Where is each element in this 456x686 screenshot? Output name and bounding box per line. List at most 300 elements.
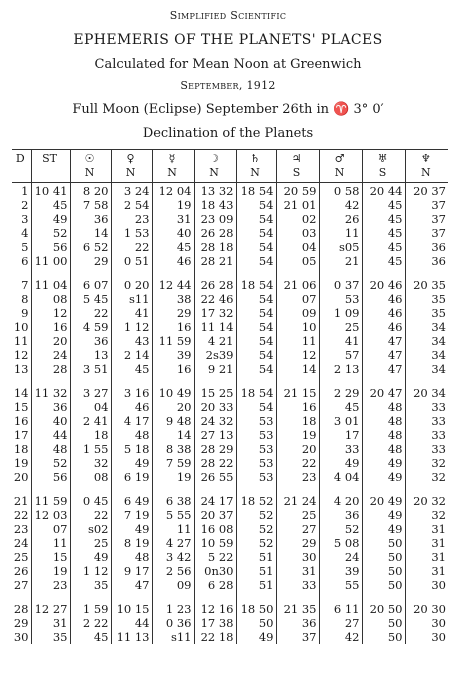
declination-cell: 24 32 — [194, 414, 236, 428]
table-row — [12, 442, 448, 456]
separator-cell — [194, 376, 236, 385]
separator-cell — [70, 484, 111, 493]
separator-cell — [405, 268, 448, 277]
declination-cell: 33 — [405, 428, 448, 442]
day-cell: 27 — [13, 578, 29, 592]
declination-cell: 4 04 — [319, 470, 362, 484]
declination-cell: 56 — [31, 470, 70, 484]
declination-cell: 13 — [70, 348, 111, 362]
declination-cell: 29 — [152, 306, 194, 320]
declination-cell: 6 11 — [319, 601, 362, 616]
declination-cell: 45 — [152, 240, 194, 254]
declination-cell: 8 19 — [111, 536, 152, 550]
declination-cell: 8 38 — [152, 442, 194, 456]
declination-cell: 34 — [405, 348, 448, 362]
separator-cell — [319, 376, 362, 385]
declination-cell: 07 — [276, 292, 319, 306]
declination-cell: 11 04 — [31, 277, 70, 292]
declination-cell: 6 19 — [111, 470, 152, 484]
declination-cell: 45 — [362, 240, 405, 254]
table-row — [12, 550, 448, 564]
day-cell: 23 — [13, 522, 29, 536]
declination-cell: 52 — [31, 226, 70, 240]
declination-cell: 6 28 — [194, 578, 236, 592]
declination-cell: 17 — [319, 428, 362, 442]
column-symbol: ☽ — [194, 150, 236, 167]
separator-cell — [362, 484, 405, 493]
separator-cell — [31, 484, 70, 493]
declination-cell: 24 17 — [194, 493, 236, 508]
declination-cell: 29 — [276, 536, 319, 550]
declination-cell: 15 25 — [194, 385, 236, 400]
declination-cell: 53 — [236, 442, 276, 456]
day-cell: 11 — [13, 334, 29, 348]
day-cell: 1 — [21, 184, 29, 198]
declination-cell: 3 24 — [111, 183, 152, 199]
declination-cell: 47 — [362, 334, 405, 348]
declination-cell: 54 — [236, 306, 276, 320]
separator-cell — [70, 268, 111, 277]
declination-cell: 31 — [405, 564, 448, 578]
day-cell: 3 — [21, 212, 29, 226]
declination-cell: 2 56 — [152, 564, 194, 578]
day-cell: 4 — [21, 226, 29, 240]
day-cell: 21 — [13, 494, 29, 508]
declination-cell: 12 04 — [152, 183, 194, 199]
table-row — [12, 198, 448, 212]
declination-cell: 5 22 — [194, 550, 236, 564]
declination-cell: s02 — [70, 522, 111, 536]
declination-cell: 51 — [236, 550, 276, 564]
declination-cell: 53 — [236, 414, 276, 428]
declination-cell: 28 29 — [194, 442, 236, 456]
day-cell: 9 — [21, 306, 29, 320]
declination-cell: 54 — [236, 362, 276, 376]
declination-cell: 19 — [276, 428, 319, 442]
day-cell: 20 — [13, 470, 29, 484]
series-title: Simplified Scientific — [169, 9, 287, 22]
column-hemisphere: N — [405, 166, 448, 183]
declination-cell: 11 — [319, 226, 362, 240]
declination-cell: 08 — [70, 470, 111, 484]
declination-cell: 47 — [111, 578, 152, 592]
declination-cell: 10 41 — [31, 183, 70, 199]
declination-cell: 10 59 — [194, 536, 236, 550]
declination-cell: 46 — [362, 292, 405, 306]
declination-cell: 04 — [276, 240, 319, 254]
table-row — [12, 601, 448, 616]
declination-cell: 2 22 — [70, 616, 111, 630]
separator-cell — [319, 592, 362, 601]
declination-cell: 7 59 — [152, 456, 194, 470]
table-body — [12, 183, 448, 645]
declination-cell: 52 — [236, 536, 276, 550]
declination-cell: 20 47 — [362, 385, 405, 400]
declination-cell: 22 — [276, 456, 319, 470]
declination-cell: 11 14 — [194, 320, 236, 334]
declination-cell: 36 — [70, 334, 111, 348]
declination-cell: 55 — [319, 578, 362, 592]
column-hemisphere: N — [319, 166, 362, 183]
declination-cell: 48 — [111, 428, 152, 442]
declination-cell: 20 49 — [362, 493, 405, 508]
declination-cell: 45 — [362, 226, 405, 240]
declination-cell: 50 — [362, 630, 405, 644]
declination-cell: 50 — [362, 564, 405, 578]
day-cell: 6 — [21, 254, 29, 268]
day-cell: 22 — [13, 508, 29, 522]
declination-cell: 21 15 — [276, 385, 319, 400]
declination-cell: 35 — [405, 292, 448, 306]
declination-cell: 54 — [236, 198, 276, 212]
table-row — [12, 254, 448, 268]
declination-cell: 47 — [362, 348, 405, 362]
declination-cell: 38 — [152, 292, 194, 306]
declination-cell: 16 — [276, 400, 319, 414]
declination-cell: 33 — [405, 442, 448, 456]
day-cell: 18 — [13, 442, 29, 456]
week-separator — [12, 592, 448, 601]
declination-cell: 20 44 — [362, 183, 405, 199]
table-row — [12, 362, 448, 376]
declination-cell: 31 — [405, 536, 448, 550]
declination-cell: 10 15 — [111, 601, 152, 616]
declination-cell: 0 36 — [152, 616, 194, 630]
declination-cell: 4 20 — [319, 493, 362, 508]
declination-cell: 49 — [362, 522, 405, 536]
table-row — [12, 508, 448, 522]
separator-cell — [12, 484, 31, 493]
declination-cell: 0 51 — [111, 254, 152, 268]
declination-cell: 17 38 — [194, 616, 236, 630]
declination-cell: 20 37 — [194, 508, 236, 522]
declination-cell: 20 59 — [276, 183, 319, 199]
table-row — [12, 212, 448, 226]
table-row — [12, 630, 448, 644]
declination-cell: 49 — [31, 212, 70, 226]
table-row — [12, 536, 448, 550]
separator-cell — [31, 592, 70, 601]
declination-cell: 22 18 — [194, 630, 236, 644]
declination-cell: 23 — [31, 578, 70, 592]
declination-heading: Declination of the Planets — [142, 126, 314, 141]
declination-cell: 20 — [31, 334, 70, 348]
column-hemisphere: N — [236, 166, 276, 183]
table-row — [12, 348, 448, 362]
table-row — [12, 456, 448, 470]
week-separator — [12, 376, 448, 385]
declination-cell: 45 — [31, 198, 70, 212]
declination-cell: 49 — [70, 550, 111, 564]
declination-cell: 41 — [111, 306, 152, 320]
declination-cell: 24 — [31, 348, 70, 362]
declination-cell: s05 — [319, 240, 362, 254]
declination-cell: 23 — [276, 470, 319, 484]
table-row — [12, 306, 448, 320]
declination-cell: 0 45 — [70, 493, 111, 508]
day-cell: 19 — [13, 456, 29, 470]
declination-cell: 53 — [236, 470, 276, 484]
declination-cell: 5 08 — [319, 536, 362, 550]
declination-cell: 4 59 — [70, 320, 111, 334]
declination-cell: 26 28 — [194, 277, 236, 292]
declination-cell: 22 — [111, 240, 152, 254]
declination-cell: 11 00 — [31, 254, 70, 268]
table-row — [12, 320, 448, 334]
declination-cell: 1 12 — [70, 564, 111, 578]
declination-cell: 18 — [276, 414, 319, 428]
declination-cell: 19 — [152, 470, 194, 484]
declination-cell: 3 16 — [111, 385, 152, 400]
separator-cell — [276, 484, 319, 493]
day-cell: 5 — [21, 240, 29, 254]
declination-cell: 23 09 — [194, 212, 236, 226]
declination-cell: 10 49 — [152, 385, 194, 400]
declination-cell: 12 16 — [194, 601, 236, 616]
declination-cell: 49 — [236, 630, 276, 644]
declination-cell: 20 34 — [405, 385, 448, 400]
declination-cell: 19 — [152, 198, 194, 212]
declination-cell: 28 18 — [194, 240, 236, 254]
declination-cell: 22 46 — [194, 292, 236, 306]
declination-cell: 50 — [362, 578, 405, 592]
separator-cell — [405, 376, 448, 385]
declination-cell: 14 — [152, 428, 194, 442]
declination-cell: 54 — [236, 348, 276, 362]
declination-cell: 20 46 — [362, 277, 405, 292]
declination-cell: 48 — [362, 414, 405, 428]
declination-cell: 54 — [236, 400, 276, 414]
table-row — [12, 578, 448, 592]
day-cell: 8 — [21, 292, 29, 306]
column-hemisphere: N — [194, 166, 236, 183]
table-row — [12, 414, 448, 428]
declination-cell: 16 08 — [194, 522, 236, 536]
declination-cell: 20 30 — [405, 601, 448, 616]
declination-cell: 6 38 — [152, 493, 194, 508]
declination-cell: 44 — [111, 616, 152, 630]
declination-cell: 35 — [70, 578, 111, 592]
declination-cell: 37 — [405, 226, 448, 240]
declination-cell: 45 — [111, 362, 152, 376]
column-symbol: ☿ — [152, 150, 194, 167]
declination-cell: 26 55 — [194, 470, 236, 484]
separator-cell — [276, 592, 319, 601]
declination-cell: 35 — [31, 630, 70, 644]
declination-cell: 53 — [236, 428, 276, 442]
table-row — [12, 334, 448, 348]
day-cell: 10 — [13, 320, 29, 334]
declination-cell: 30 — [405, 630, 448, 644]
declination-cell: 7 58 — [70, 198, 111, 212]
day-cell: 26 — [13, 564, 29, 578]
declination-cell: 02 — [276, 212, 319, 226]
declination-cell: 36 — [31, 400, 70, 414]
declination-cell: 50 — [362, 550, 405, 564]
declination-cell: 16 — [152, 320, 194, 334]
declination-cell: 56 — [31, 240, 70, 254]
separator-cell — [236, 484, 276, 493]
day-cell: 30 — [13, 630, 29, 644]
separator-cell — [194, 592, 236, 601]
declination-cell: 30 — [276, 550, 319, 564]
declination-cell: s11 — [111, 292, 152, 306]
day-cell: 24 — [13, 536, 29, 550]
declination-cell: 14 — [276, 362, 319, 376]
separator-cell — [405, 484, 448, 493]
declination-cell: 3 42 — [152, 550, 194, 564]
declination-cell: 30 — [405, 578, 448, 592]
declination-cell: 46 — [362, 320, 405, 334]
declination-cell: 20 32 — [405, 493, 448, 508]
declination-cell: 43 — [111, 334, 152, 348]
separator-cell — [111, 484, 152, 493]
declination-cell: 18 54 — [236, 277, 276, 292]
column-symbol: D — [12, 150, 31, 167]
declination-cell: 11 32 — [31, 385, 70, 400]
separator-cell — [362, 268, 405, 277]
separator-cell — [194, 484, 236, 493]
declination-cell: 15 — [31, 550, 70, 564]
planet-symbol-row — [12, 150, 448, 167]
declination-cell: 35 — [405, 306, 448, 320]
declination-cell: 26 — [319, 212, 362, 226]
declination-cell: 53 — [319, 292, 362, 306]
column-symbol: ST — [31, 150, 70, 167]
declination-cell: 1 09 — [319, 306, 362, 320]
declination-cell: 9 48 — [152, 414, 194, 428]
separator-cell — [236, 376, 276, 385]
table-row — [12, 400, 448, 414]
declination-cell: 50 — [236, 616, 276, 630]
declination-cell: 21 06 — [276, 277, 319, 292]
declination-cell: 09 — [152, 578, 194, 592]
declination-cell: 08 — [31, 292, 70, 306]
declination-cell: 09 — [276, 306, 319, 320]
declination-table — [12, 149, 448, 644]
declination-cell: s11 — [152, 630, 194, 644]
declination-cell: 54 — [236, 320, 276, 334]
declination-cell: 0 37 — [319, 277, 362, 292]
declination-cell: 39 — [152, 348, 194, 362]
declination-cell: 31 — [31, 616, 70, 630]
declination-cell: 19 — [31, 564, 70, 578]
declination-cell: 32 — [405, 470, 448, 484]
declination-cell: 27 — [276, 522, 319, 536]
separator-cell — [319, 484, 362, 493]
declination-cell: 28 22 — [194, 456, 236, 470]
declination-cell: 12 — [31, 306, 70, 320]
declination-cell: 07 — [31, 522, 70, 536]
declination-cell: 54 — [236, 292, 276, 306]
separator-cell — [362, 592, 405, 601]
declination-cell: 41 — [319, 334, 362, 348]
separator-cell — [152, 592, 194, 601]
table-row — [12, 277, 448, 292]
declination-cell: 42 — [319, 630, 362, 644]
declination-cell: 40 — [31, 414, 70, 428]
declination-cell: 21 01 — [276, 198, 319, 212]
declination-cell: 51 — [236, 578, 276, 592]
table-row — [12, 522, 448, 536]
separator-cell — [12, 268, 31, 277]
declination-cell: 52 — [31, 456, 70, 470]
declination-cell: 11 — [152, 522, 194, 536]
declination-cell: 13 32 — [194, 183, 236, 199]
declination-cell: 18 50 — [236, 601, 276, 616]
declination-cell: 31 — [276, 564, 319, 578]
declination-cell: 18 54 — [236, 183, 276, 199]
column-hemisphere: S — [276, 166, 319, 183]
separator-cell — [70, 592, 111, 601]
declination-cell: 3 51 — [70, 362, 111, 376]
day-cell: 28 — [13, 602, 29, 616]
declination-cell: 20 35 — [405, 277, 448, 292]
separator-cell — [152, 268, 194, 277]
declination-cell: 26 28 — [194, 226, 236, 240]
declination-cell: 9 17 — [111, 564, 152, 578]
declination-cell: 3 01 — [319, 414, 362, 428]
declination-cell: 28 21 — [194, 254, 236, 268]
separator-cell — [236, 268, 276, 277]
column-hemisphere: S — [362, 166, 405, 183]
column-hemisphere: N — [111, 166, 152, 183]
declination-cell: 37 — [405, 198, 448, 212]
separator-cell — [276, 376, 319, 385]
declination-cell: 28 — [31, 362, 70, 376]
table-row — [12, 470, 448, 484]
declination-cell: 49 — [362, 470, 405, 484]
declination-cell: 2 41 — [70, 414, 111, 428]
declination-cell: 46 — [111, 400, 152, 414]
declination-cell: 54 — [236, 226, 276, 240]
declination-cell: 23 — [111, 212, 152, 226]
separator-cell — [236, 592, 276, 601]
declination-cell: 1 59 — [70, 601, 111, 616]
declination-cell: 4 27 — [152, 536, 194, 550]
declination-cell: 31 — [405, 522, 448, 536]
full-moon-note: Full Moon (Eclipse) September 26th in ♈ 3° 0′ — [72, 102, 384, 117]
declination-cell: 52 — [236, 508, 276, 522]
declination-cell: 16 — [31, 320, 70, 334]
declination-cell: 48 — [362, 400, 405, 414]
declination-cell: 12 44 — [152, 277, 194, 292]
separator-cell — [111, 592, 152, 601]
day-cell: 7 — [21, 278, 29, 292]
table-row — [12, 226, 448, 240]
column-symbol: ♀ — [111, 150, 152, 167]
declination-cell: 49 — [111, 456, 152, 470]
hemisphere-row — [12, 166, 448, 183]
declination-cell: 33 — [276, 578, 319, 592]
declination-cell: 54 — [236, 334, 276, 348]
declination-cell: 25 — [276, 508, 319, 522]
declination-cell: 47 — [362, 362, 405, 376]
declination-cell: 6 49 — [111, 493, 152, 508]
declination-cell: 49 — [362, 508, 405, 522]
declination-cell: 36 — [70, 212, 111, 226]
declination-cell: 50 — [362, 536, 405, 550]
week-separator — [12, 484, 448, 493]
separator-cell — [276, 268, 319, 277]
separator-cell — [152, 484, 194, 493]
declination-cell: 18 43 — [194, 198, 236, 212]
declination-cell: 49 — [111, 522, 152, 536]
declination-cell: 24 — [319, 550, 362, 564]
declination-cell: 20 37 — [405, 183, 448, 199]
declination-cell: 04 — [70, 400, 111, 414]
declination-cell: 48 — [362, 428, 405, 442]
